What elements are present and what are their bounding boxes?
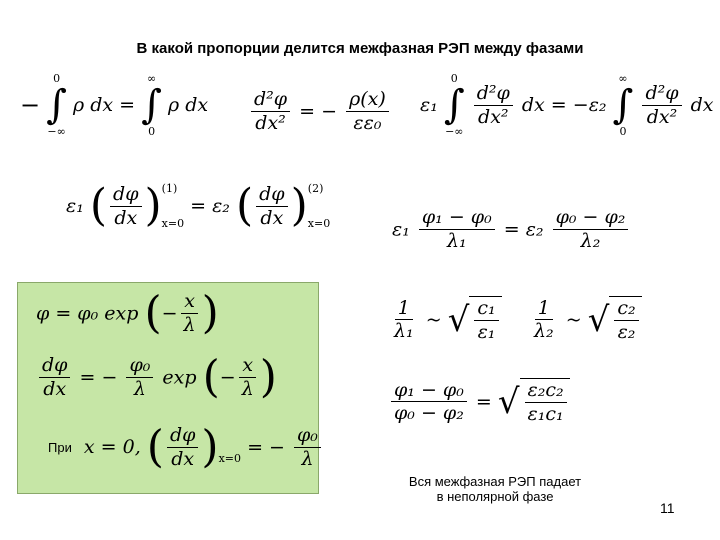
formula-potential-ratio: $\frac{\text{φ₁ − φ₀}}{\text{φ₀ − φ₂}}$ = √ $\frac{\text{ε₂c₂}}{\text{ε₁c₁}}$	[388, 378, 570, 426]
frac-denominator: dx	[260, 206, 284, 229]
formula-integrated-poisson	[420, 72, 713, 138]
integral-sign: ∫	[141, 82, 162, 128]
formula-boundary-condition: При x = 0, ( $\frac{d\varphi}{dx}$ ) x=0 = − $\frac{\text{φ₀}}{\lambda}$	[48, 424, 324, 471]
frac-numerator: d²φ	[642, 82, 681, 106]
equals-minus: = −	[299, 100, 338, 123]
integral-upper-limit: ∞	[618, 72, 628, 85]
note-line-2: в неполярной фазе	[436, 489, 554, 504]
frac-denominator: λ₁	[394, 320, 414, 343]
equals-sign: =	[475, 390, 492, 413]
frac-numerator: d²φ	[474, 82, 513, 106]
integral-upper-limit: 0	[450, 72, 458, 85]
integral-lower-limit: −∞	[47, 125, 66, 138]
frac-denominator: φ₀ − φ₂	[394, 402, 464, 425]
condition-value: x = 0,	[83, 436, 141, 459]
frac-denominator: λ	[133, 377, 146, 400]
integral-upper-limit: ∞	[146, 72, 157, 85]
subscript: x=0	[307, 217, 331, 230]
frac-denominator: λ₂	[534, 320, 554, 343]
frac-numerator: ρ(x)	[346, 88, 389, 112]
frac-denominator: dx	[114, 206, 138, 229]
frac-numerator: φ₁ − φ₀	[419, 206, 495, 230]
frac-numerator: φ₁ − φ₀	[391, 379, 467, 403]
frac-denominator: λ₂	[580, 229, 601, 252]
frac-numerator: 1	[535, 297, 553, 321]
superscript: (1)	[161, 182, 178, 195]
integral-lower-limit: −∞	[445, 125, 464, 138]
formula-field-continuity: ε₁ ( $\frac{d\varphi}{dx}$ ) (1) x=0 = ε₂ ( $\frac{d\varphi}{dx}$ ) (2) x=0	[66, 180, 331, 231]
frac-numerator: φ₀	[294, 424, 321, 448]
superscript: (2)	[307, 182, 324, 195]
formula-debye-2: $\frac{1}{\text{λ₂}}$ ~ √ $\frac{\text{c₂}}{\text{ε₂}}$	[528, 296, 642, 344]
formula-charge-balance: − 0 ∫ −∞ ρ dx = ∞ ∫ 0 ρ dx	[20, 72, 209, 138]
page-number: 11	[660, 500, 675, 516]
frac-denominator: dx²	[478, 105, 509, 128]
frac-denominator: ε₁c₁	[527, 402, 564, 425]
formula-debye-1: $\frac{1}{\text{λ₁}}$ ~ √ $\frac{\text{c₁}}{\text{ε₁}}$	[388, 296, 502, 344]
minus-sign: −	[161, 302, 178, 325]
frac-denominator: dx	[171, 447, 195, 470]
slide-title: В какой пропорции делится межфазная РЭП между фазами	[136, 40, 584, 57]
frac-denominator: λ₁	[446, 229, 467, 252]
proportional-sign: ~	[565, 308, 582, 331]
integral-upper-limit: 0	[53, 72, 61, 85]
frac-numerator: 1	[395, 297, 413, 321]
note-line-1: Вся межфазная РЭП падает	[408, 474, 582, 489]
frac-numerator: ε₂c₂	[525, 379, 567, 403]
integrand: ρ dx =	[73, 94, 136, 116]
frac-numerator: c₁	[474, 297, 498, 321]
frac-numerator: φ₀ − φ₂	[553, 206, 629, 230]
subscript: x=0	[161, 217, 185, 230]
formula-potential-profile: φ = φ₀ exp (− $\frac{x}{\lambda}$ )	[36, 287, 219, 339]
epsilon-1: ε₁	[392, 218, 410, 241]
integral-lower-limit: 0	[148, 125, 156, 138]
integral-sign: ∫	[443, 82, 465, 128]
frac-numerator: dφ	[110, 183, 141, 207]
epsilon-1: ε₁	[66, 195, 84, 217]
proportional-sign: ~	[425, 308, 442, 331]
integral-sign: ∫	[612, 82, 634, 128]
equals-minus: = −	[247, 436, 285, 459]
frac-numerator: x	[181, 290, 198, 314]
formula-middle: dx = −ε₂	[521, 94, 607, 116]
integral-sign: ∫	[46, 82, 67, 128]
frac-numerator: c₂	[614, 297, 638, 321]
frac-numerator: dφ	[167, 424, 198, 448]
frac-denominator: dx²	[255, 111, 286, 134]
epsilon-1: ε₁	[420, 94, 438, 116]
formula-poisson	[248, 88, 392, 135]
frac-numerator: x	[239, 354, 256, 378]
condition-label: При	[48, 439, 72, 455]
frac-denominator: λ	[241, 377, 254, 400]
formula-end: dx	[690, 94, 714, 116]
frac-numerator: d²φ	[251, 88, 290, 112]
frac-denominator: λ	[301, 447, 314, 470]
frac-denominator: λ	[183, 313, 196, 336]
subscript: x=0	[218, 451, 242, 465]
frac-numerator: φ₀	[126, 354, 153, 378]
formula-potential-derivative: $\frac{d\varphi}{dx}$ = − $\frac{\text{φ₀}}{\lambda}$ exp (− $\frac{x}{\lambda}$ )	[36, 354, 277, 401]
integrand: ρ dx	[168, 94, 209, 116]
frac-denominator: dx²	[646, 105, 678, 128]
frac-numerator: dφ	[39, 354, 70, 378]
equals-minus: = −	[79, 366, 118, 389]
frac-denominator: εε₀	[353, 111, 382, 134]
frac-denominator: ε₁	[477, 320, 496, 343]
minus-sign: −	[219, 366, 236, 389]
equals-eps2: = ε₂	[190, 195, 230, 217]
frac-denominator: dx	[43, 377, 67, 400]
equals-eps2: = ε₂	[503, 218, 544, 241]
frac-numerator: dφ	[256, 183, 287, 207]
conclusion-note	[380, 474, 610, 504]
frac-denominator: ε₂	[617, 320, 636, 343]
exp-text: exp	[162, 366, 197, 389]
formula-linearized	[392, 206, 631, 253]
potential-lhs: φ = φ₀ exp	[36, 302, 139, 325]
integral-lower-limit: 0	[619, 125, 627, 138]
